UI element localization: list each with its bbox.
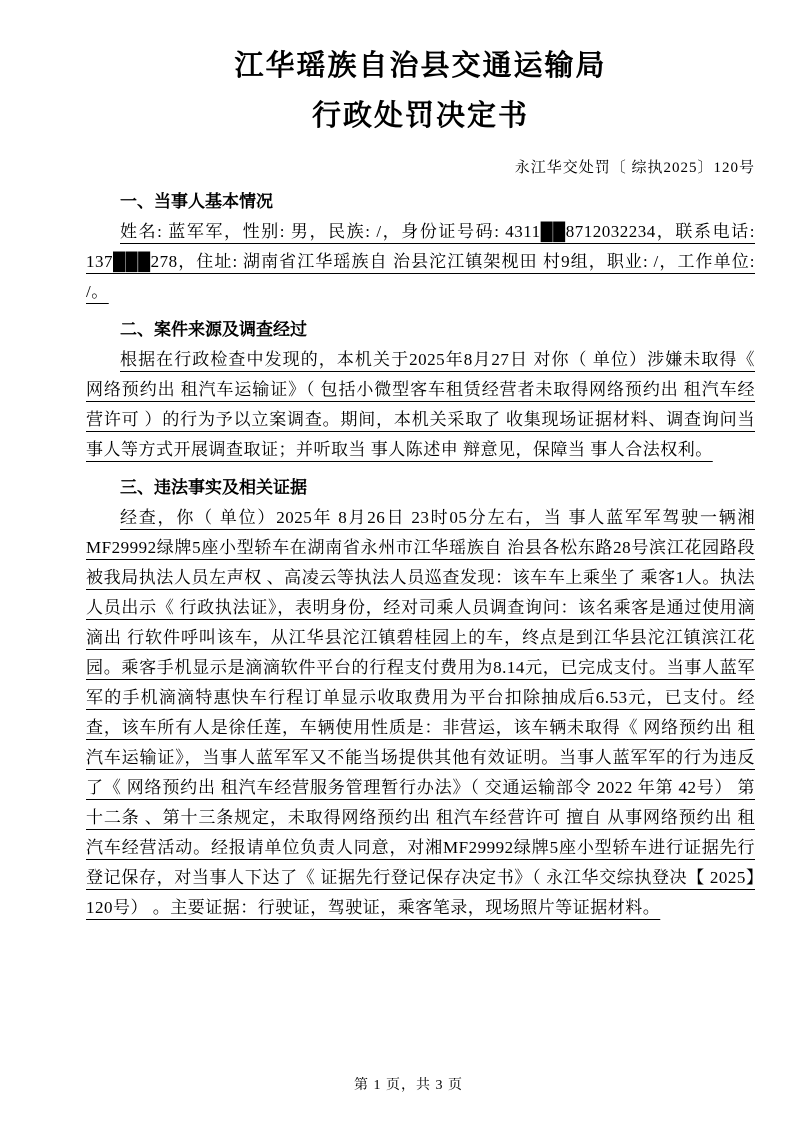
page-footer: 第 1 页，共 3 页 <box>354 1078 463 1093</box>
section-2-paragraph: 根据在行政检查中发现的，本机关于2025年8月27日 对你（ 单位）涉嫌未取得《 网络预约出 租汽车运输证》（ 包括小微型客车租赁经营者未取得网络预约出 租汽车经营许可 ）的行为予以立案调查。期间，本机关采取了 收集现场证据材料、调查询问当 事人等方式开展调查取证；并听取当 事人陈述申 辩意见，保障当 事人合法权利。 <box>86 350 755 459</box>
section-3-paragraph: 经查，你（ 单位）2025年 8月26日 23时05分左右，当 事人蓝军军驾驶一辆湘MF29992绿牌5座小型轿车在湖南省永州市江华瑶族自 治县各松东路28号滨江花园路段被我局执法人员左声权 、高凌云等执法人员巡查发现：该车车上乘坐了 乘客1人。执法人员出示《 行政执法证》，表明身份，经对司乘人员调查询问：该名乘客是通过使用滴滴出 行软件呼叫该车，从江华县沱江镇碧桂园上的车，终点是到江华县沱江镇滨江花园。乘客手机显示是滴滴软件平台的行程支付费用为8.14元，已完成支付。当事人蓝军军的手机滴滴特惠快车行程订单显示收取费用为平台扣除抽成后6.53元，已支付。经查，该车所有人是徐任莲，车辆使用性质是：非营运，该车辆未取得《 网络预约出 租汽车运输证》，当事人蓝军军又不能当场提供其他有效证明。当事人蓝军军的行为违反了《 网络预约出 租汽车经营服务管理暂行办法》（ 交通运输部令 2022 年第 42号） 第十二条 、第十三条规定，未取得网络预约出 租汽车经营许可 擅自 从事网络预约出 租汽车经营活动。经报请单位负责人同意，对湘MF29992绿牌5座小型轿车进行证据先行登记保存，对当事人下达了《 证据先行登记保存决定书》（ 永江华交综执登决【 2025】120号） 。主要证据：行驶证，驾驶证，乘客笔录，现场照片等证据材料。 <box>86 508 755 917</box>
section-1-paragraph: 姓名: 蓝军军，性别: 男，民族: /，身份证号码: 4311██8712032234，联系电话: 137███278，住址: 湖南省江华瑶族自 治县沱江镇架枧田 村9组，职业: /，工作单位: /。 <box>86 222 755 301</box>
section-1-heading: 一、当事人基本情况 <box>120 192 273 211</box>
section-party-info <box>86 187 755 307</box>
section-3-heading: 三、违法事实及相关证据 <box>120 478 307 497</box>
document-title-line-2: 行政处罚决定书 <box>311 100 529 132</box>
section-2-heading: 二、案件来源及调查经过 <box>120 320 307 339</box>
section-facts-evidence <box>86 473 755 923</box>
section-case-source <box>86 315 755 465</box>
document-title-line-1: 江华瑶族自治县交通运输局 <box>234 50 607 82</box>
document-number: 永江华交处罚〔 综执2025〕120号 <box>514 160 755 176</box>
